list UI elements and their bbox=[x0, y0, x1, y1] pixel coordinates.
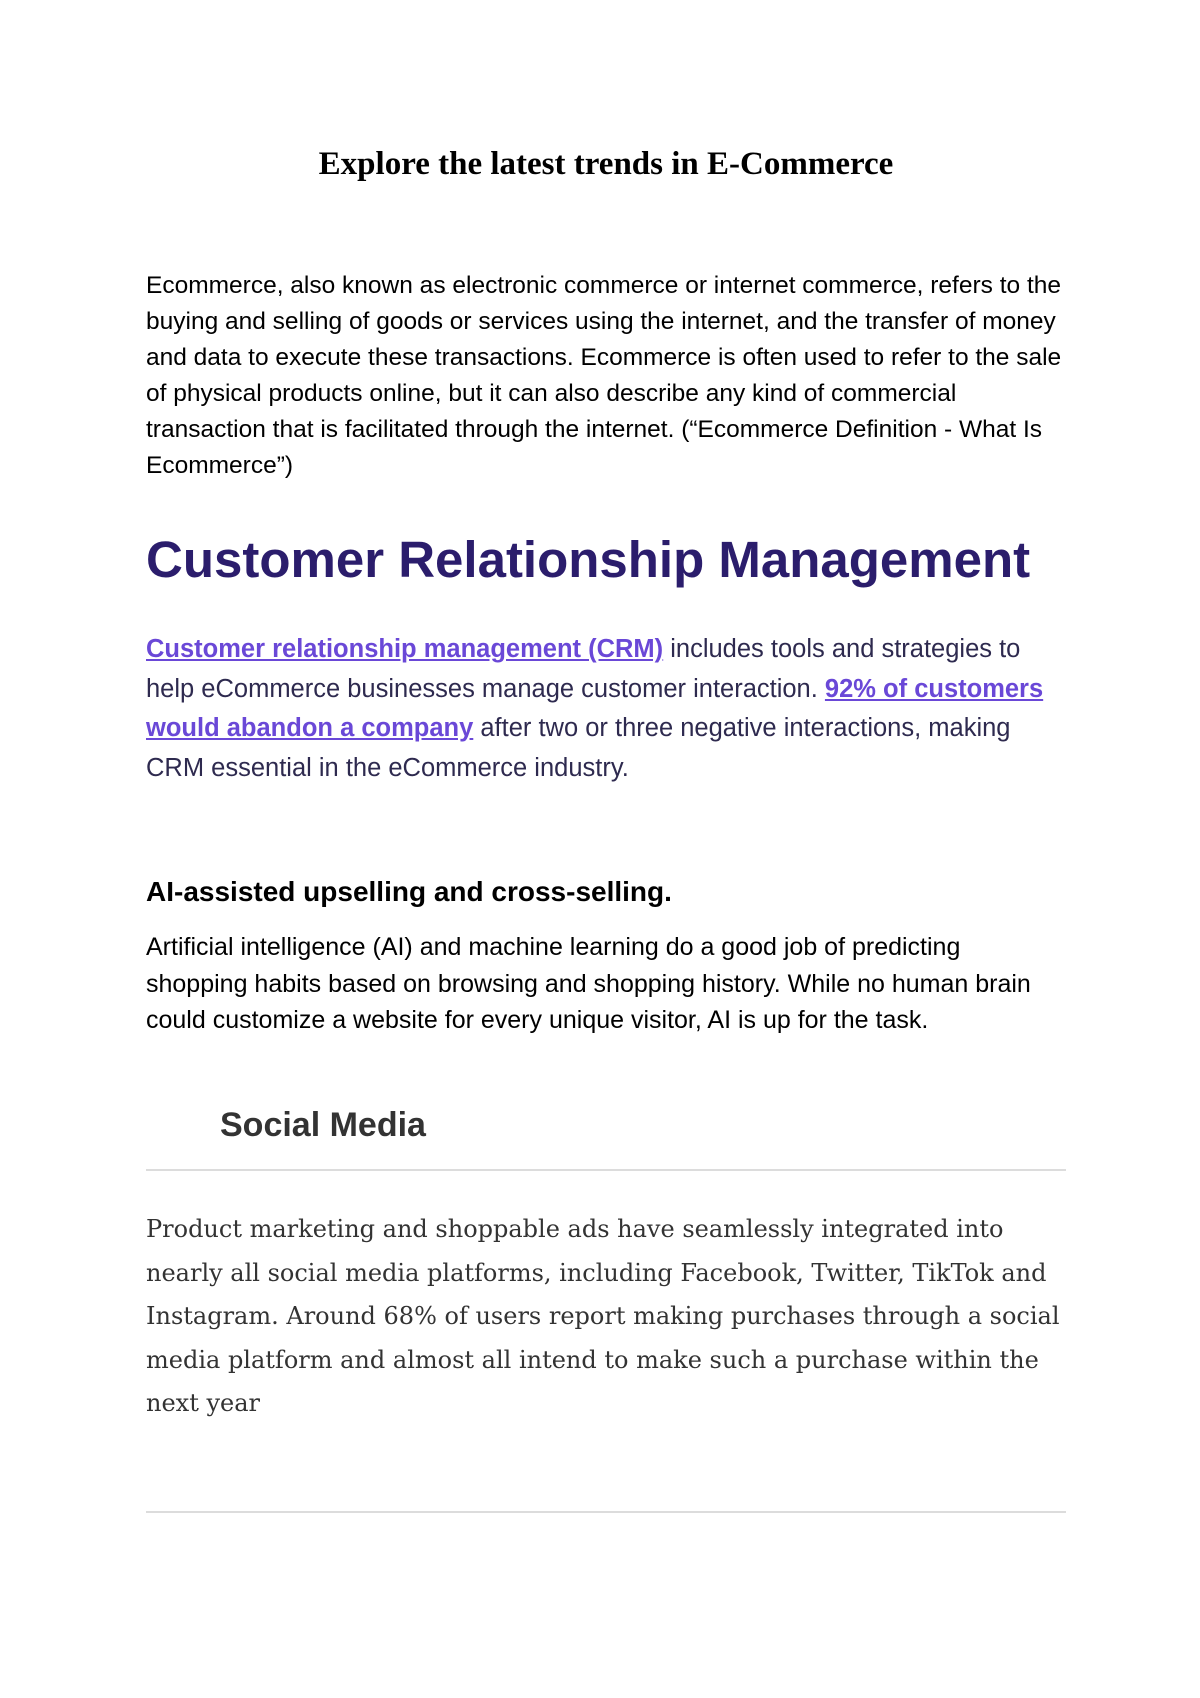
document-title: Explore the latest trends in E-Commerce bbox=[318, 146, 894, 182]
social-media-heading: Social Media bbox=[220, 1106, 426, 1144]
crm-text-2: after two or three negative interactions, making CRM essential in the eCommerce industry. bbox=[146, 714, 1011, 782]
section-divider bbox=[146, 1169, 1066, 1171]
crm-paragraph bbox=[146, 630, 1066, 788]
crm-definition-link[interactable]: Customer relationship management (CRM) bbox=[146, 635, 664, 663]
bottom-divider bbox=[146, 1511, 1066, 1513]
crm-heading: Customer Relationship Management bbox=[146, 531, 1031, 588]
social-media-paragraph: Product marketing and shoppable ads have seamlessly integrated into nearly all social media platforms, including Facebook, Twitter, TikTok and Instagram. Around 68% of users report making purchases through a social media platform and almost all intend to make such a purchase within the next year bbox=[146, 1215, 1060, 1417]
ai-upselling-paragraph: Artificial intelligence (AI) and machine learning do a good job of predicting shopping habits based on browsing and shopping history. While no human brain could customize a website for every unique visitor, AI is up for the task. bbox=[146, 933, 1031, 1034]
crm-text-1: includes tools and strategies to help eCommerce businesses manage customer interaction. bbox=[146, 635, 1021, 703]
customer-abandon-stat-link[interactable]: 92% of customers would abandon a company bbox=[146, 674, 1044, 742]
ai-upselling-heading: AI-assisted upselling and cross-selling. bbox=[146, 876, 672, 907]
intro-paragraph: Ecommerce, also known as electronic commerce or internet commerce, refers to the buying and selling of goods or services using the internet, and the transfer of money and data to execute these transactions. Ecommerce is often used to refer to the sale of physical products online, but it can also describe any kind of commercial transaction that is facilitated through the internet. (“Ecommerce Definition - What Is Ecommerce”) bbox=[146, 272, 1062, 479]
